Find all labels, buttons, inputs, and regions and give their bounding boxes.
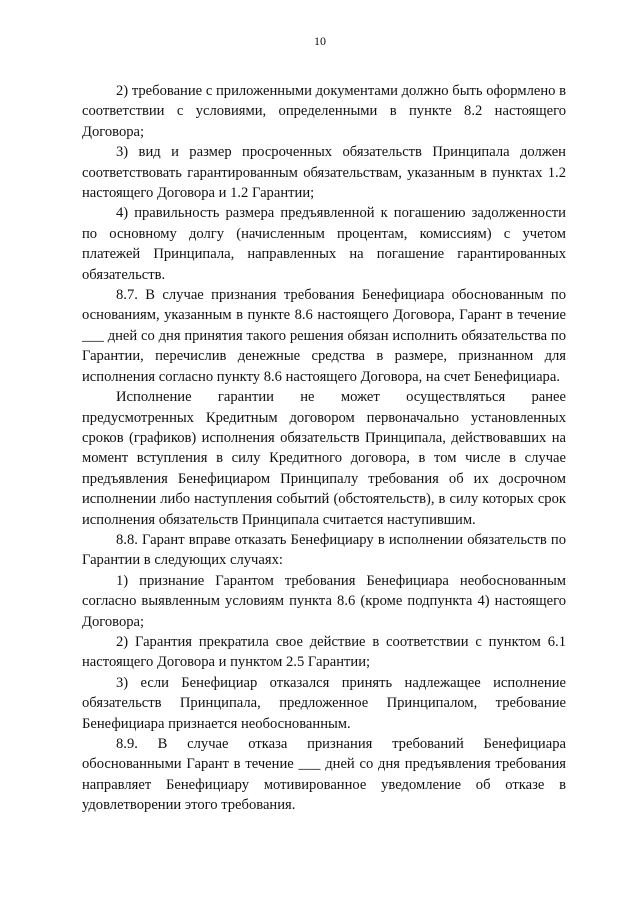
- paragraph-clause-8-9: 8.9. В случае отказа признания требований Бенефициара обоснованными Гарант в течение ___ дней со дня предъявления требования направляет Бенефициару мотивированное уведомление об отказе в удовлетворении этого требования.: [82, 736, 566, 814]
- paragraph-debt-amount: 4) правильность размера предъявленной к погашению задолженности по основному долгу (начисленным процентам, комиссиям) с учетом платежей Принципала, направленных на погашение гарантированных обязательств.: [82, 205, 566, 283]
- paragraph-requirement-documents: 2) требование с приложенными документами должно быть оформлено в соответствии с условиями, определенными в пункте 8.2 настоящего Договора;: [82, 83, 566, 140]
- paragraph-clause-8-8: 8.8. Гарант вправе отказать Бенефициару в исполнении обязательств по Гарантии в следующих случаях:: [82, 531, 566, 569]
- paragraph-guarantee-execution: Исполнение гарантии не может осуществляться ранее предусмотренных Кредитным договором первоначально установленных сроков (графиков) исполнения обязательств Принципала, действовавших на момент вступления в силу Кредитного договора, в том числе в случае предъявления Бенефициаром Принципалу требования об их досрочном исполнении либо наступления событий (обстоятельств), в силу которых срок исполнения обязательств Принципала считается наступившим.: [82, 389, 566, 528]
- paragraph-obligations-type: 3) вид и размер просроченных обязательств Принципала должен соответствовать гарантированным обязательствам, указанным в пунктах 1.2 настоящего Договора и 1.2 Гарантии;: [82, 144, 566, 202]
- page-number: 10: [314, 34, 326, 48]
- paragraph-refusal-reason-2: 2) Гарантия прекратила свое действие в соответствии с пунктом 6.1 настоящего Договора и пунктом 2.5 Гарантии;: [82, 633, 566, 671]
- paragraph-refusal-reason-3: 3) если Бенефициар отказался принять надлежащее исполнение обязательств Принципала, предложенное Принципалом, требование Бенефициара признается необоснованным.: [82, 674, 566, 732]
- paragraph-clause-8-7: 8.7. В случае признания требования Бенефициара обоснованным по основаниям, указанным в пункте 8.6 настоящего Договора, Гарант в течение ___ дней со дня принятия такого решения обязан исполнить обязательства по Гарантии, перечислив денежные средства в размере, признанном для исполнения согласно пункту 8.6 настоящего Договора, на счет Бенефициара.: [82, 287, 566, 385]
- paragraph-refusal-reason-1: 1) признание Гарантом требования Бенефициара необоснованным согласно выявленным условиям пункта 8.6 (кроме подпункта 4) настоящего Договора;: [82, 572, 566, 630]
- document-body: [82, 81, 566, 816]
